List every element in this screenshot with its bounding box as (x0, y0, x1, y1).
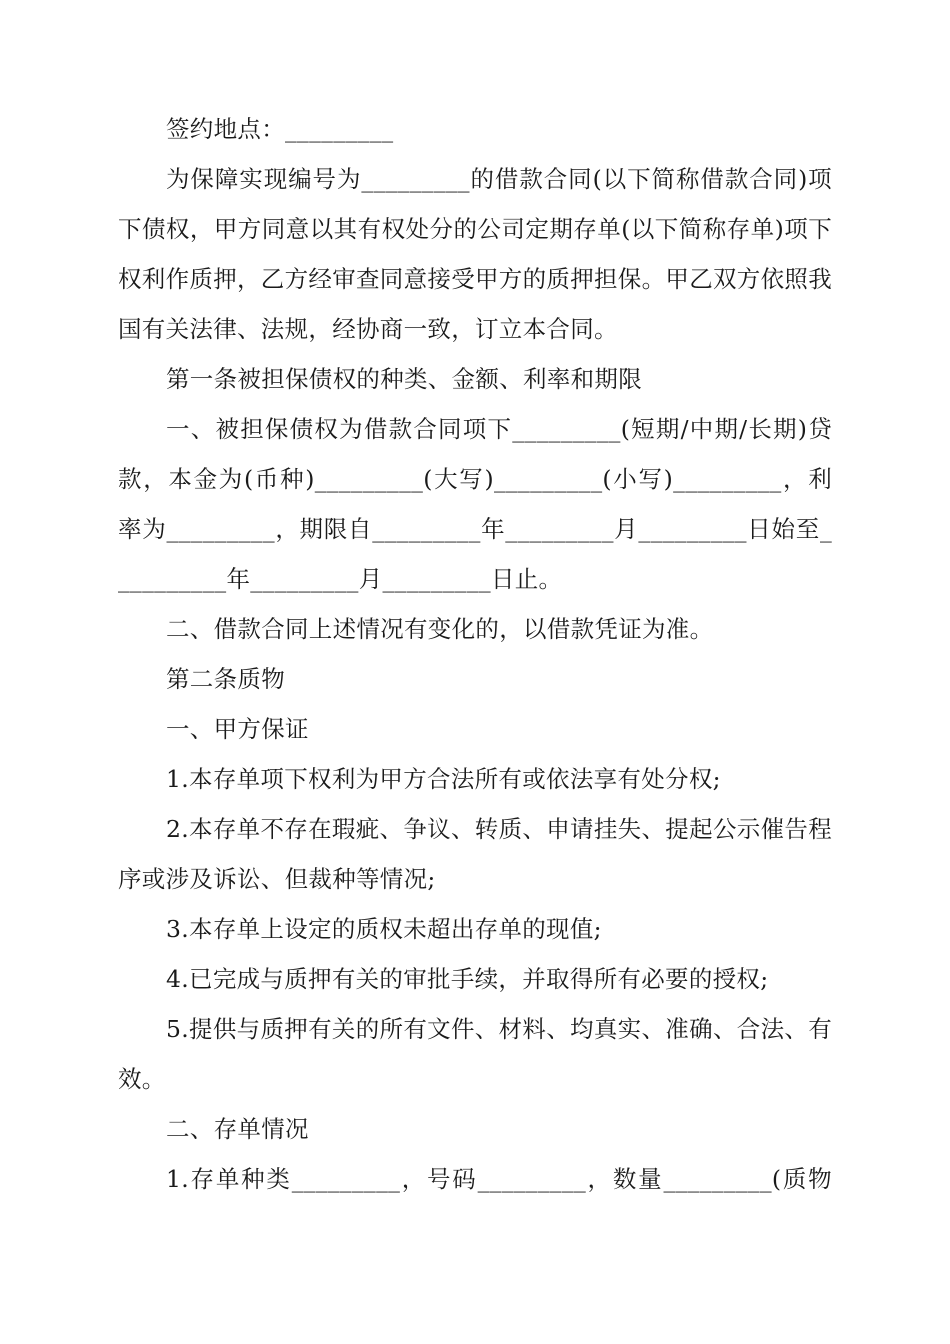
guarantee-item-3: 3.本存单上设定的质权未超出存单的现值; (166, 915, 602, 943)
article-1-clause-2: 二、借款合同上述情况有变化的，以借款凭证为准。 (166, 615, 714, 643)
document-page (118, 104, 832, 1204)
article-1-heading: 第一条被担保债权的种类、金额、利率和期限 (166, 365, 642, 393)
guarantee-item-1: 1.本存单项下权利为甲方合法所有或依法享有处分权; (166, 765, 721, 793)
guarantee-item-5: 5.提供与质押有关的所有文件、材料、均真实、准确、合法、有效。 (118, 1015, 832, 1093)
guarantee-item-4: 4.已完成与质押有关的审批手续，并取得所有必要的授权; (166, 965, 769, 993)
deposit-item-1: 1.存单种类_________，号码_________，数量_________(质物 (166, 1165, 832, 1193)
article-2-section-2-heading: 二、存单情况 (166, 1115, 309, 1143)
article-1-clause-1: 一、被担保债权为借款合同项下_________(短期/中期/长期)贷款，本金为(币种)_________(大写)_________(小写)_________，利率为_________，期限自_________年_________月_________日始至__________年_________月_________日止。 (118, 415, 832, 593)
signing-location: 签约地点：_________ (166, 115, 394, 143)
guarantee-item-2: 2.本存单不存在瑕疵、争议、转质、申请挂失、提起公示催告程序或涉及诉讼、但裁种等情况; (118, 815, 832, 893)
article-2-heading: 第二条质物 (166, 665, 285, 693)
article-2-section-1-heading: 一、甲方保证 (166, 715, 309, 743)
preamble-paragraph: 为保障实现编号为_________的借款合同(以下简称借款合同)项下债权，甲方同意以其有权处分的公司定期存单(以下简称存单)项下权利作质押，乙方经审查同意接受甲方的质押担保。甲乙双方依照我国有关法律、法规，经协商一致，订立本合同。 (118, 165, 832, 343)
